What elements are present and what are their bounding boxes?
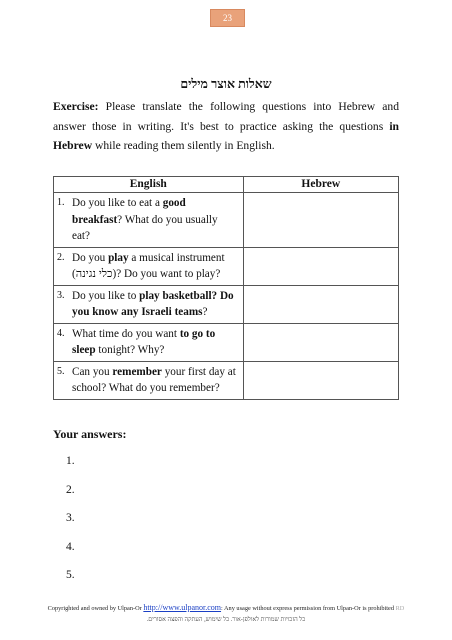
- answer-line: 4.: [66, 540, 75, 553]
- answer-line: 2.: [66, 483, 75, 496]
- footer-text-2: : Any usage without express permission from Ulpan-Or is prohibited: [221, 605, 394, 612]
- english-question-cell: [54, 193, 244, 248]
- english-question-cell: [54, 361, 244, 399]
- answer-line: 1.: [66, 455, 75, 467]
- question-fragment: tonight? Why?: [95, 344, 165, 356]
- footer-text-1: Copyrighted and owned by Ulpan-Or: [47, 605, 144, 612]
- exercise-label: Exercise:: [53, 100, 99, 113]
- english-question-cell: [54, 285, 244, 323]
- question-highlight: good breakfast: [72, 197, 186, 226]
- header-english: English: [54, 177, 244, 193]
- question-fragment: Do you like to eat a: [72, 197, 163, 209]
- hebrew-answer-cell[interactable]: [243, 193, 398, 248]
- exercise-instructions: [53, 97, 399, 156]
- answer-line: 5.: [66, 569, 75, 581]
- question-fragment: a musical instrument (כלי נגינה)? Do you want to play?: [72, 251, 225, 280]
- english-question-cell: [54, 247, 244, 285]
- table-header-row: [54, 177, 399, 193]
- question-highlight: to go to sleep: [72, 327, 216, 356]
- answers-title: Your answers:: [53, 427, 127, 441]
- question-number: 3.: [57, 289, 65, 301]
- question-fragment: ?: [202, 306, 208, 318]
- footer-link[interactable]: http://www.ulpanor.com: [143, 603, 222, 612]
- question-text: [72, 326, 238, 359]
- footer-hebrew: כל הזכויות שמורות לאולפן-אור. כל שימוש, העתקה והפצה אסורים.: [146, 616, 306, 623]
- hebrew-answer-cell[interactable]: [243, 285, 398, 323]
- question-text: [72, 195, 238, 245]
- exercise-text-2: while reading them silently in English.: [92, 139, 275, 152]
- footer-copyright: [0, 602, 452, 614]
- hebrew-title: שאלות אוצר מילים: [180, 77, 272, 91]
- question-fragment: Can you: [72, 365, 113, 378]
- question-number: 4.: [57, 327, 65, 339]
- question-fragment: Do you: [72, 251, 109, 264]
- table-row: [54, 247, 399, 285]
- exercise-text-1: Please translate the following questions into Hebrew and answer those in writing. It's best to practice asking the questions: [53, 100, 399, 133]
- question-fragment: Do you like to: [72, 289, 140, 302]
- footer-tag: RD: [395, 605, 405, 612]
- question-highlight: play: [108, 251, 129, 264]
- hebrew-answer-cell[interactable]: [243, 323, 398, 361]
- footer: [0, 602, 452, 625]
- table-row: [54, 323, 399, 361]
- question-text: [72, 288, 238, 321]
- question-text: [72, 250, 238, 283]
- exercise-bold-text: in Hebrew: [53, 119, 399, 152]
- question-number: 1.: [57, 197, 65, 208]
- question-highlight: play basketball? Do you know any Israeli teams: [72, 289, 234, 318]
- answer-line: 3.: [66, 512, 75, 524]
- question-number: 5.: [57, 365, 65, 377]
- table-row: [54, 361, 399, 399]
- hebrew-answer-cell[interactable]: [243, 361, 398, 399]
- answers-list: [66, 453, 75, 596]
- question-number: 2.: [57, 251, 65, 263]
- question-fragment: ? What do you usually eat?: [72, 213, 218, 242]
- question-highlight: remember: [112, 365, 162, 378]
- english-question-cell: [54, 323, 244, 361]
- hebrew-answer-cell[interactable]: [243, 247, 398, 285]
- question-fragment: your first day at school? What do you remember?: [72, 365, 236, 394]
- header-hebrew: Hebrew: [243, 177, 398, 193]
- question-text: [72, 364, 238, 397]
- table-row: [54, 193, 399, 248]
- translation-table: [53, 176, 399, 400]
- question-fragment: What time do you want: [72, 327, 180, 340]
- page-number-badge: 23: [210, 9, 245, 27]
- table-row: [54, 285, 399, 323]
